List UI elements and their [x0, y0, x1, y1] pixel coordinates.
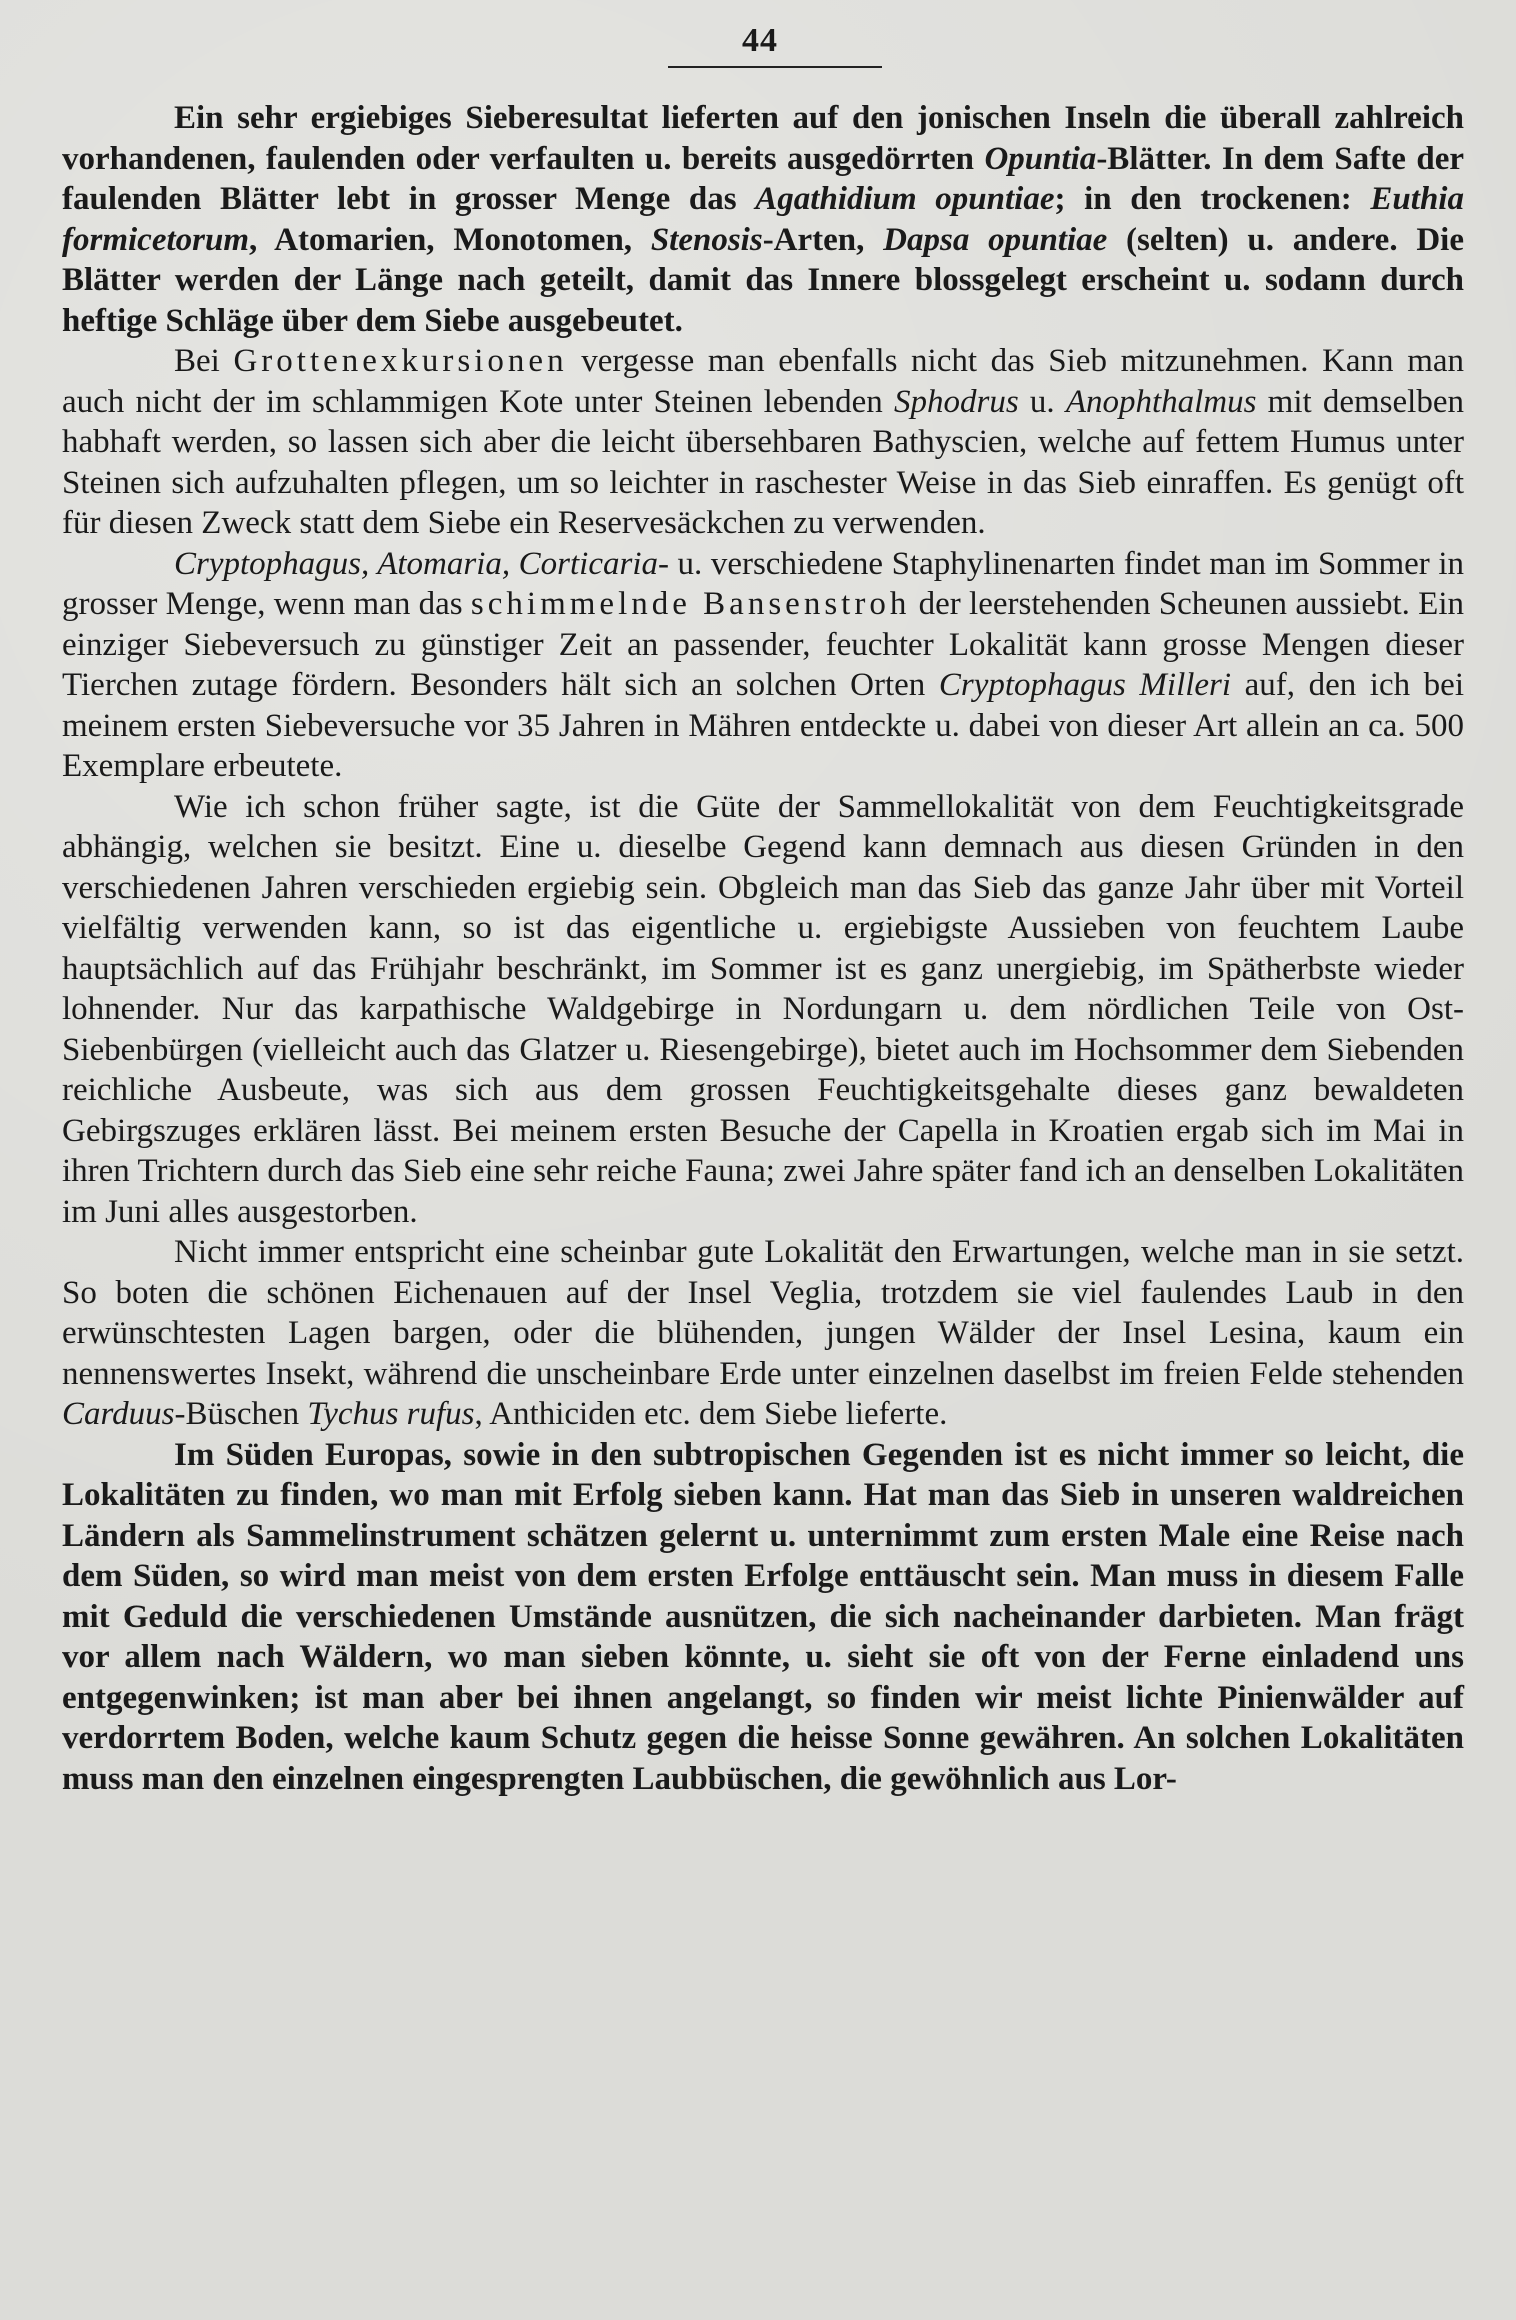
italic-term: Euthia formicetorum — [62, 181, 1464, 258]
text-run: ; in den trockenen: — [1054, 181, 1371, 217]
paragraph-lokalitaet — [62, 1232, 1464, 1435]
spaced-term: Grottenexkursionen — [233, 343, 568, 379]
text-run: Wie ich schon früher sagte, ist die Güte der Sammellokalität von dem Feuchtigkeitsgrade abhängig, welchen sie besitzt. Eine u. dieselbe Gegend kann demnach aus diesen Gründen in den verschiedenen Jahren verschieden ergiebig sein. Obgleich man das Sieb das ganze Jahr über mit Vorteil vielfältig verwenden kann, so ist das eigentliche u. ergiebigste Aussieben von feuchtem Laube hauptsächlich auf das Frühjahr beschränkt, im Sommer ist es ganz unergiebig, im Spätherbste wieder lohnender. Nur das karpathische Waldgebirge in Nordungarn u. dem nördlichen Teile von Ost-Siebenbürgen (vielleicht auch das Glatzer u. Riesengebirge), bietet auch im Hochsommer dem Siebenden reichliche Ausbeute, was sich aus dem grossen Feuchtigkeitsgehalte dieses ganz bewaldeten Gebirgszuges erklären lässt. Bei meinem ersten Besuche der Capella in Kroatien ergab sich im Mai in ihren Trichtern durch das Sieb eine sehr reiche Fauna; zwei Jahre später fand ich an denselben Lokalitäten im Juni alles ausgestorben. — [62, 788, 1465, 1230]
paragraph-sueden-europas — [62, 1435, 1464, 1800]
text-run: Im Süden Europas, sowie in den subtropischen Gegenden ist es nicht immer so leicht, die Lokalitäten zu finden, wo man mit Erfolg sieben kann. Hat man das Sieb in unseren waldreichen Ländern als Sammelinstrument schätzen gelernt u. unternimmt zum ersten Male eine Reise nach dem Süden, so wird man meist von dem ersten Erfolge enttäuscht sein. Man muss in diesem Falle mit Geduld die verschiedenen Umstände ausnützen, die sich nacheinander darbieten. Man frägt vor allem nach Wäldern, wo man sieben könnte, u. sieht sie oft von der Ferne einladend uns entgegenwinken; ist man aber bei ihnen angelangt, so finden wir meist lichte Pinienwälder auf verdorrtem Boden, welche kaum Schutz gegen die heisse Sonne gewähren. An solchen Lokalitäten muss man den einzelnen eingesprengten Laubbüschen, die gewöhnlich aus Lor- — [62, 1436, 1464, 1797]
italic-term: Stenosis — [650, 221, 763, 258]
text-run: , Atomarien, Monotomen, — [249, 221, 651, 258]
italic-term: Opuntia — [984, 140, 1097, 177]
text-run: Nicht immer entspricht eine scheinbar gute Lokalität den Erwartungen, welche man in sie setzt. So boten die schönen Eichenauen auf der Insel Veglia, trotzdem sie viel faulendes Laub in den erwünschtesten Lagen bargen, oder die blühenden, jungen Wälder der Insel Lesina, kaum ein nennenswertes Insekt, während die unscheinbare Erde unter einzelnen daselbst im freien Felde stehenden — [62, 1234, 1464, 1392]
text-run: u. — [1018, 383, 1066, 420]
page-number-rule — [668, 66, 882, 68]
italic-term: Cryptophagus Milleri — [938, 667, 1232, 703]
text-run: Ein sehr ergiebiges Sieberesultat lieferten auf den jonischen Inseln die überall zahlreich vorhandenen, faulenden oder verfaulten u. bereits ausgedörrten — [62, 100, 1464, 177]
italic-term: Sphodrus — [893, 383, 1019, 420]
body-text — [62, 98, 1464, 1799]
text-run: (selten) u. andere. Die Blätter werden der Länge nach geteilt, damit das Innere blossgelegt erscheint u. sodann durch heftige Schläge über dem Siebe ausgebeutet. — [62, 221, 1464, 339]
italic-term: Cryptophagus, Atomaria, Corticaria- — [174, 545, 669, 582]
paragraph-feuchtigkeitsgrad — [62, 787, 1464, 1233]
text-run: vergesse man ebenfalls nicht das Sieb mitzunehmen. Kann man auch nicht der im schlammigen Kote unter Steinen lebenden — [62, 343, 1465, 420]
italic-term: Anophthalmus — [1065, 383, 1257, 420]
paragraph-opuntia — [62, 98, 1464, 341]
text-run: -Büschen — [174, 1396, 308, 1432]
italic-term: Tychus rufus — [307, 1396, 475, 1432]
paragraph-grottenexkursionen — [62, 341, 1464, 544]
spaced-term: schimmelnde Bansenstroh — [470, 586, 911, 622]
text-run: , Anthiciden etc. dem Siebe lieferte. — [474, 1396, 948, 1432]
text-run: -Blätter. In dem Safte der faulenden Blätter lebt in grosser Menge das — [62, 140, 1464, 217]
text-run: Bei — [174, 343, 234, 379]
page-number: 44 — [742, 22, 778, 59]
text-run: der leerstehenden Scheunen aussiebt. Ein einziger Siebeversuch zu günstiger Zeit an passender, feuchter Lokalität kann grosse Mengen dieser Tierchen zutage fördern. Besonders hält sich an solchen Orten — [62, 586, 1464, 703]
text-run: -Arten, — [762, 221, 884, 258]
text-run: auf, den ich bei meinem ersten Siebeversuche vor 35 Jahren in Mähren entdeckte u. dabei von dieser Art allein an ca. 500 Exemplare erbeutete. — [62, 667, 1464, 784]
italic-term: Carduus — [62, 1396, 175, 1432]
italic-term: Dapsa opuntiae — [883, 221, 1108, 258]
text-run: u. verschiedene Staphylinenarten findet man im Sommer in grosser Menge, wenn man das — [62, 545, 1464, 622]
paragraph-cryptophagus — [62, 544, 1464, 787]
italic-term: Agathidium opuntiae — [755, 181, 1055, 217]
text-run: mit demselben habhaft werden, so lassen sich aber die leicht übersehbaren Bathyscien, welche auf fettem Humus unter Steinen sich aufzuhalten pflegen, um so leichter in raschester Weise in das Sieb einraffen. Es genügt oft für diesen Zweck statt dem Siebe ein Reservesäckchen zu verwenden. — [62, 383, 1464, 541]
